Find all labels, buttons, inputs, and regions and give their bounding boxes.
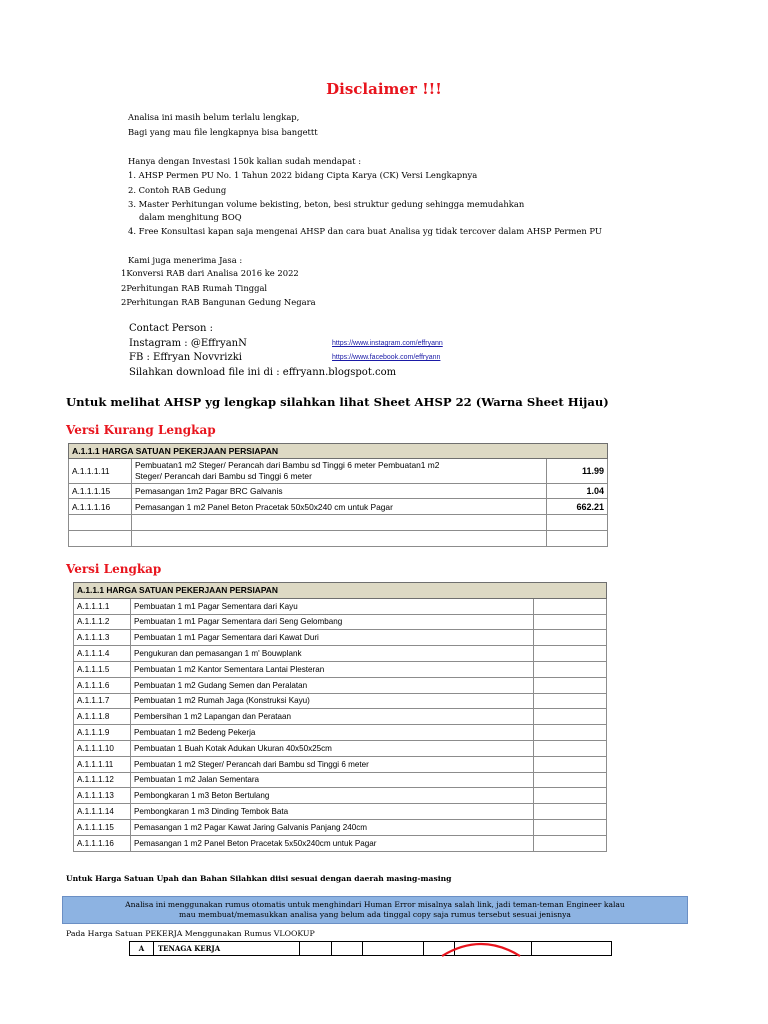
- instagram-label: Instagram : @EffryanN: [129, 338, 247, 349]
- service-item-3: [121, 297, 316, 308]
- service-num: 2: [121, 297, 127, 307]
- ahsp-notice: Untuk melihat AHSP yg lengkap silahkan lihat Sheet AHSP 22 (Warna Sheet Hijau): [66, 395, 609, 409]
- table-row: [74, 614, 607, 630]
- item-value: [534, 614, 607, 630]
- item-value: [534, 740, 607, 756]
- table-row: [74, 725, 607, 741]
- item-desc: Pemasangan 1m2 Pagar BRC Galvanis: [131, 484, 546, 499]
- table-row: [74, 598, 607, 614]
- service-text: Perhitungan RAB Bangunan Gedung Negara: [126, 297, 316, 307]
- item-desc: [131, 515, 546, 531]
- table-row: [74, 788, 607, 804]
- item-desc: Pembuatan 1 m2 Steger/ Perancah dari Bambu sd Tinggi 6 meter: [130, 756, 533, 772]
- invest-heading: Hanya dengan Investasi 150k kalian sudah mendapat :: [128, 156, 362, 166]
- service-num: 2: [121, 283, 127, 293]
- empty-cell: [331, 942, 362, 956]
- item-desc: Pembuatan 1 m2 Bedeng Pekerja: [130, 725, 533, 741]
- upah-note: Untuk Harga Satuan Upah dan Bahan Silahkan diisi sesuai dengan daerah masing-masing: [66, 874, 452, 883]
- item-desc: Pembuatan 1 m1 Pagar Sementara dari Seng Gelombang: [130, 614, 533, 630]
- item-desc: Pemasangan 1 m2 Pagar Kawat Jaring Galvanis Panjang 240cm: [130, 819, 533, 835]
- item-value: [534, 709, 607, 725]
- item-code: A.1.1.1.16: [69, 499, 132, 515]
- item-code: A.1.1.1.12: [74, 772, 131, 788]
- empty-cell: [299, 942, 331, 956]
- tenaga-kerja-table: [129, 941, 612, 956]
- item-code: [69, 515, 132, 531]
- item-code: A.1.1.1.13: [74, 788, 131, 804]
- item-code: A.1.1.1.11: [74, 756, 131, 772]
- item-desc: Pemasangan 1 m2 Panel Beton Pracetak 50x50x240 cm untuk Pagar: [131, 499, 546, 515]
- item-desc: [131, 459, 546, 484]
- table-row: [74, 756, 607, 772]
- item-desc: Pembuatan 1 m2 Gudang Semen dan Peralatan: [130, 677, 533, 693]
- intro-line-2: Bagi yang mau file lengkapnya bisa bangettt: [128, 127, 318, 137]
- item-desc: Pembuatan 1 m2 Kantor Sementara Lantai Plesteran: [130, 661, 533, 677]
- item-desc: Pembongkaran 1 m3 Beton Bertulang: [130, 788, 533, 804]
- service-item-2: [121, 283, 267, 294]
- versi-kurang-table: [68, 443, 608, 547]
- table-row: [74, 772, 607, 788]
- item-value: [534, 835, 607, 851]
- item-desc-line2: Steger/ Perancah dari Bambu sd Tinggi 6 meter: [134, 471, 312, 481]
- item-code: A.1.1.1.8: [74, 709, 131, 725]
- table-header: A.1.1.1 HARGA SATUAN PEKERJAAN PERSIAPAN: [74, 583, 607, 599]
- item-code: A.1.1.1.5: [74, 661, 131, 677]
- intro-line-1: Analisa ini masih belum terlalu lengkap,: [128, 112, 300, 122]
- item-code: A.1.1.1.15: [69, 484, 132, 499]
- service-num: 1: [121, 268, 127, 278]
- item-desc: Pembongkaran 1 m3 Dinding Tembok Bata: [130, 804, 533, 820]
- table-row: [69, 484, 608, 499]
- table-row: [69, 459, 608, 484]
- vlookup-note: Pada Harga Satuan PEKERJA Menggunakan Rumus VLOOKUP: [66, 929, 315, 938]
- item-desc: Pembersihan 1 m2 Lapangan dan Perataan: [130, 709, 533, 725]
- service-item-1: [121, 268, 299, 279]
- table-row: [74, 804, 607, 820]
- item-code: A.1.1.1.16: [74, 835, 131, 851]
- item-code: A.1.1.1.4: [74, 646, 131, 662]
- item-code: A.1.1.1.10: [74, 740, 131, 756]
- item-value: [534, 819, 607, 835]
- item-desc: Pembuatan 1 Buah Kotak Adukan Ukuran 40x50x25cm: [130, 740, 533, 756]
- item-code: [69, 531, 132, 547]
- item-value: [547, 515, 608, 531]
- group-code: A: [130, 942, 154, 956]
- item-value: [534, 661, 607, 677]
- item-value: [534, 677, 607, 693]
- table-row: [74, 740, 607, 756]
- item-value: [534, 630, 607, 646]
- versi-lengkap-table: [73, 582, 607, 852]
- item-value: [534, 598, 607, 614]
- table-row: [74, 835, 607, 851]
- item-desc: Pemasangan 1 m2 Panel Beton Pracetak 5x50x240cm untuk Pagar: [130, 835, 533, 851]
- item-value: 1.04: [547, 484, 608, 499]
- table-row: [74, 709, 607, 725]
- facebook-label: FB : Effryan Novvrizki: [129, 352, 243, 363]
- services-heading: Kami juga menerima Jasa :: [128, 255, 243, 265]
- table-header: A.1.1.1 HARGA SATUAN PEKERJAAN PERSIAPAN: [69, 444, 608, 459]
- empty-cell: [362, 942, 424, 956]
- group-label: TENAGA KERJA: [153, 942, 299, 956]
- item-value: [547, 531, 608, 547]
- item-desc: Pembuatan 1 m1 Pagar Sementara dari Kayu: [130, 598, 533, 614]
- item-value: [534, 646, 607, 662]
- item-desc: Pengukuran dan pemasangan 1 m' Bouwplank: [130, 646, 533, 662]
- table-row: [74, 819, 607, 835]
- table-row: [74, 630, 607, 646]
- versi-kurang-heading: Versi Kurang Lengkap: [66, 423, 216, 437]
- item-desc: [131, 531, 546, 547]
- item-code: A.1.1.1.6: [74, 677, 131, 693]
- benefit-2: 2. Contoh RAB Gedung: [128, 185, 227, 195]
- facebook-link[interactable]: https://www.facebook.com/effryann: [332, 354, 441, 361]
- item-code: A.1.1.1.3: [74, 630, 131, 646]
- item-code: A.1.1.1.14: [74, 804, 131, 820]
- table-body: [74, 598, 607, 851]
- item-value: [534, 725, 607, 741]
- disclaimer-title: Disclaimer !!!: [326, 80, 442, 98]
- item-value: [534, 693, 607, 709]
- red-annotation-arc: [436, 936, 526, 960]
- download-note: Silahkan download file ini di : effryann.blogspot.com: [129, 367, 397, 378]
- service-text: Perhitungan RAB Rumah Tinggal: [126, 283, 268, 293]
- table-row: [69, 531, 608, 547]
- table-row: [74, 677, 607, 693]
- item-code: A.1.1.1.9: [74, 725, 131, 741]
- benefit-4: 4. Free Konsultasi kapan saja mengenai AHSP dan cara buat Analisa yg tidak tercover dalam AHSP Permen PU: [128, 226, 602, 236]
- benefit-3: 3. Master Perhitungan volume bekisting, beton, besi struktur gedung sehingga memudahkan: [128, 199, 525, 209]
- benefit-1: 1. AHSP Permen PU No. 1 Tahun 2022 bidang Cipta Karya (CK) Versi Lengkapnya: [128, 170, 478, 180]
- item-code: A.1.1.1.11: [69, 459, 132, 484]
- item-desc: Pembuatan 1 m2 Rumah Jaga (Konstruksi Kayu): [130, 693, 533, 709]
- service-text: Konversi RAB dari Analisa 2016 ke 2022: [126, 268, 299, 278]
- table-row: [69, 499, 608, 515]
- table-row: [74, 646, 607, 662]
- table-row: [69, 515, 608, 531]
- empty-cell: [532, 942, 612, 956]
- item-code: A.1.1.1.15: [74, 819, 131, 835]
- formula-note-line2: mau membuat/memasukkan analisa yang belum ada tinggal copy saja rumus tersebut sesuai jenisnya: [179, 910, 571, 919]
- table-row: [74, 661, 607, 677]
- versi-lengkap-heading: Versi Lengkap: [66, 562, 162, 576]
- item-value: [534, 772, 607, 788]
- item-desc-line1: Pembuatan1 m2 Steger/ Perancah dari Bambu sd Tinggi 6 meter Pembuatan1 m2: [134, 460, 440, 470]
- table-row: [74, 693, 607, 709]
- item-code: A.1.1.1.2: [74, 614, 131, 630]
- instagram-link[interactable]: https://www.instagram.com/effryann: [332, 340, 443, 347]
- item-value: [534, 804, 607, 820]
- item-code: A.1.1.1.1: [74, 598, 131, 614]
- item-value: 662.21: [547, 499, 608, 515]
- formula-note-box: [62, 896, 688, 924]
- item-desc: Pembuatan 1 m1 Pagar Sementara dari Kawat Duri: [130, 630, 533, 646]
- contact-heading: Contact Person :: [129, 323, 214, 334]
- formula-note-line1: Analisa ini menggunakan rumus otomatis untuk menghindari Human Error misalnya salah link, jadi teman-teman Engineer kalau: [125, 900, 625, 909]
- item-value: 11.99: [547, 459, 608, 484]
- item-value: [534, 788, 607, 804]
- item-desc: Pembuatan 1 m2 Jalan Sementara: [130, 772, 533, 788]
- item-code: A.1.1.1.7: [74, 693, 131, 709]
- benefit-3-cont: dalam menghitung BOQ: [139, 212, 242, 222]
- item-value: [534, 756, 607, 772]
